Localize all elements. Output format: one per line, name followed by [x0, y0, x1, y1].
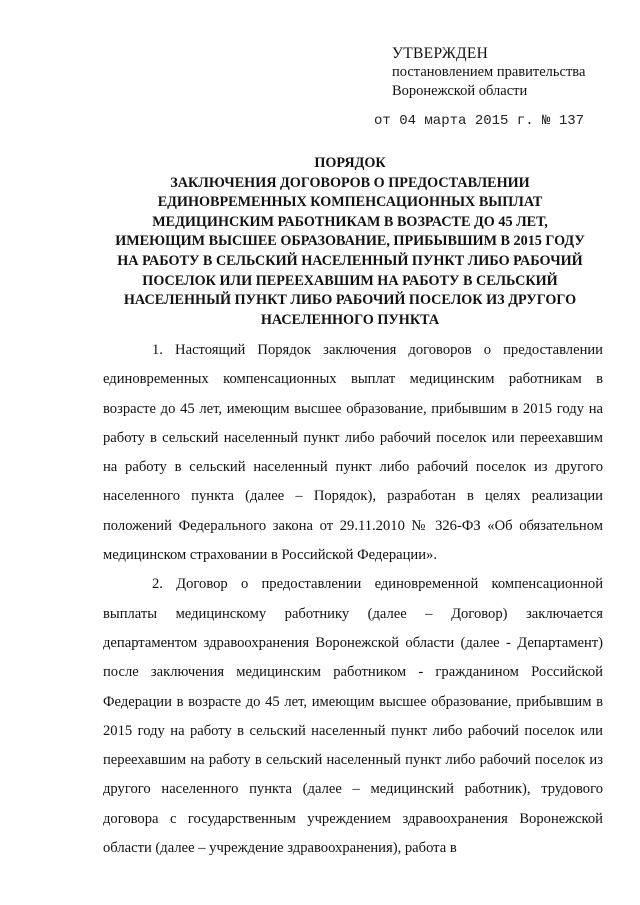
paragraph-1: 1. Настоящий Порядок заключения договоров о предоставлении единовременных компенсационных выплат медицинским работникам в возрасте до 45 лет, имеющим высшее образование, прибывшим в 2015 году на работу в сельский населенный пункт либо рабочий поселок или переехавшим на работу в сельский населенный пункт либо рабочий поселок из другого населенного пункта (далее – Порядок), разработан в целях реализации положений Федерального закона от 29.11.2010 № 326-ФЗ «Об обязательном медицинском страховании в Российской Федерации». [103, 342, 603, 564]
document-body [103, 336, 603, 863]
title-line-8: НАСЕЛЕННЫЙ ПУНКТ ЛИБО РАБОЧИЙ ПОСЕЛОК ИЗ ДРУГОГО [123, 292, 577, 309]
title-line-9: НАСЕЛЕННОГО ПУНКТА [260, 311, 440, 328]
title-line-5: ИМЕЮЩИМ ВЫСШЕЕ ОБРАЗОВАНИЕ, ПРИБЫВШИМ В 2015 ГОДУ [115, 233, 585, 250]
title-line-1: ПОРЯДОК [314, 155, 386, 171]
title-line-7: ПОСЕЛОК ИЛИ ПЕРЕЕХАВШИМ НА РАБОТУ В СЕЛЬСКИЙ [142, 272, 558, 289]
decree-date-number: от 04 марта 2015 г. № 137 [374, 113, 585, 129]
approval-line-1: постановлением правительства [392, 64, 586, 80]
paragraph-2: 2. Договор о предоставлении единовременной компенсационной выплаты медицинскому работнику (далее – Договор) заключается департаментом здравоохранения Воронежской области (далее - Департамент) после заключения медицинским работником - гражданином Российской Федерации в возрасте до 45 лет, имеющим высшее образование, прибывшим в 2015 году на работу в сельский населенный пункт либо рабочий поселок или переехавшим на работу в сельский населенный пункт либо рабочий поселок из другого населенного пункта (далее – медицинский работник), трудового договора с государственным учреждением здравоохранения Воронежской области (далее – учреждение здравоохранения), работа в [103, 576, 603, 857]
document-title [100, 154, 600, 330]
title-line-4: МЕДИЦИНСКИМ РАБОТНИКАМ В ВОЗРАСТЕ ДО 45 ЛЕТ, [152, 213, 548, 230]
title-line-6: НА РАБОТУ В СЕЛЬСКИЙ НАСЕЛЕННЫЙ ПУНКТ ЛИБО РАБОЧИЙ [117, 252, 583, 269]
title-line-3: ЕДИНОВРЕМЕННЫХ КОМПЕНСАЦИОННЫХ ВЫПЛАТ [157, 194, 543, 211]
approval-line-2: Воронежской области [392, 83, 528, 99]
approval-heading: УТВЕРЖДЕН [392, 45, 489, 62]
approval-stamp [374, 44, 586, 129]
title-line-2: ЗАКЛЮЧЕНИЯ ДОГОВОРОВ О ПРЕДОСТАВЛЕНИИ [170, 174, 530, 191]
